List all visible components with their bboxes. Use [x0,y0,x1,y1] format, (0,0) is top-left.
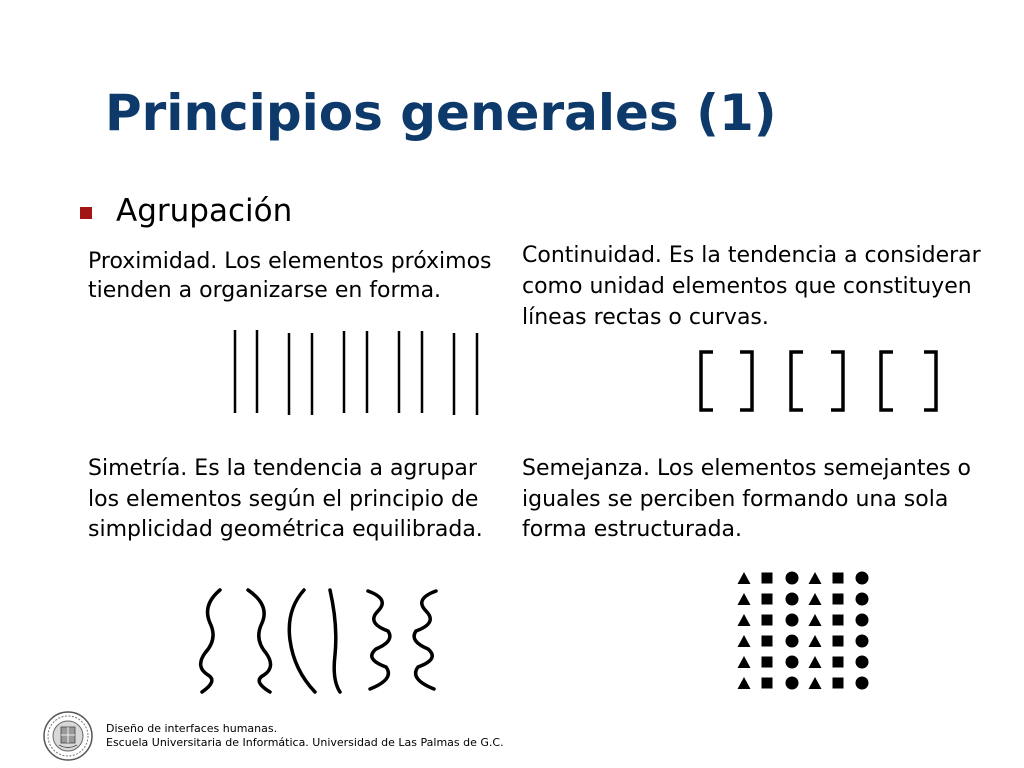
circle-shape [786,677,799,690]
circle-shape [856,614,869,627]
right-bracket-shape [831,352,843,410]
wave-line [289,590,315,692]
left-bracket-shape [791,352,803,410]
shapes-grid [738,572,869,690]
square-shape [762,615,773,626]
circle-shape [856,656,869,669]
triangle-shape [809,635,822,647]
triangle-shape [738,677,751,689]
symmetry-waves-figure [190,585,450,697]
square-shape [762,678,773,689]
square-shape [833,678,844,689]
circle-shape [786,635,799,648]
simetria-text: Simetría. Es la tendencia a agrupar los elementos según el principio de simplicidad geométrica equilibrada. [88,456,483,542]
right-bracket-shape [740,352,752,410]
square-bullet-icon [80,207,92,219]
semejanza-text: Semejanza. Los elementos semejantes o iguales se perciben formando una sola forma estructurada. [522,456,972,542]
square-shape [762,594,773,605]
proximity-lines-figure [224,325,484,420]
square-shape [762,636,773,647]
wave-line [201,590,220,692]
footer-line-1: Diseño de interfaces humanas. [106,722,278,735]
circle-shape [786,656,799,669]
slide-footer [42,710,504,762]
triangle-shape [738,614,751,626]
square-shape [762,657,773,668]
university-seal-icon [42,710,94,762]
triangle-shape [809,656,822,668]
square-shape [762,573,773,584]
triangle-shape [738,635,751,647]
triangle-shape [809,614,822,626]
circle-shape [856,593,869,606]
circle-shape [786,614,799,627]
proximidad-text: Proximidad. Los elementos próximos tienden a organizarse en forma. [88,249,492,303]
slide-title: Principios generales (1) [105,84,777,142]
footer-line-2: Escuela Universitaria de Informática. Universidad de Las Palmas de G.C. [106,736,504,749]
triangle-shape [738,656,751,668]
triangle-shape [809,593,822,605]
square-shape [833,594,844,605]
square-shape [833,657,844,668]
continuidad-text: Continuidad. Es la tendencia a considerar como unidad elementos que constituyen líneas rectas o curvas. [522,243,981,330]
square-shape [833,615,844,626]
triangle-shape [809,572,822,584]
circle-shape [786,572,799,585]
continuity-brackets-figure [690,348,950,414]
bullet-label: Agrupación [116,193,293,229]
bullet-agrupacion [80,193,292,229]
right-bracket-shape [924,352,936,410]
square-shape [833,636,844,647]
triangle-shape [738,593,751,605]
similarity-shapes-figure [734,570,879,692]
wave-line [330,590,340,692]
circle-shape [786,593,799,606]
left-bracket-shape [881,352,893,410]
square-shape [833,573,844,584]
circle-shape [856,635,869,648]
wave-line [414,591,436,689]
triangle-shape [738,572,751,584]
circle-shape [856,677,869,690]
circle-shape [856,572,869,585]
wave-line [368,591,390,689]
wave-line [248,590,271,692]
triangle-shape [809,677,822,689]
left-bracket-shape [701,352,713,410]
